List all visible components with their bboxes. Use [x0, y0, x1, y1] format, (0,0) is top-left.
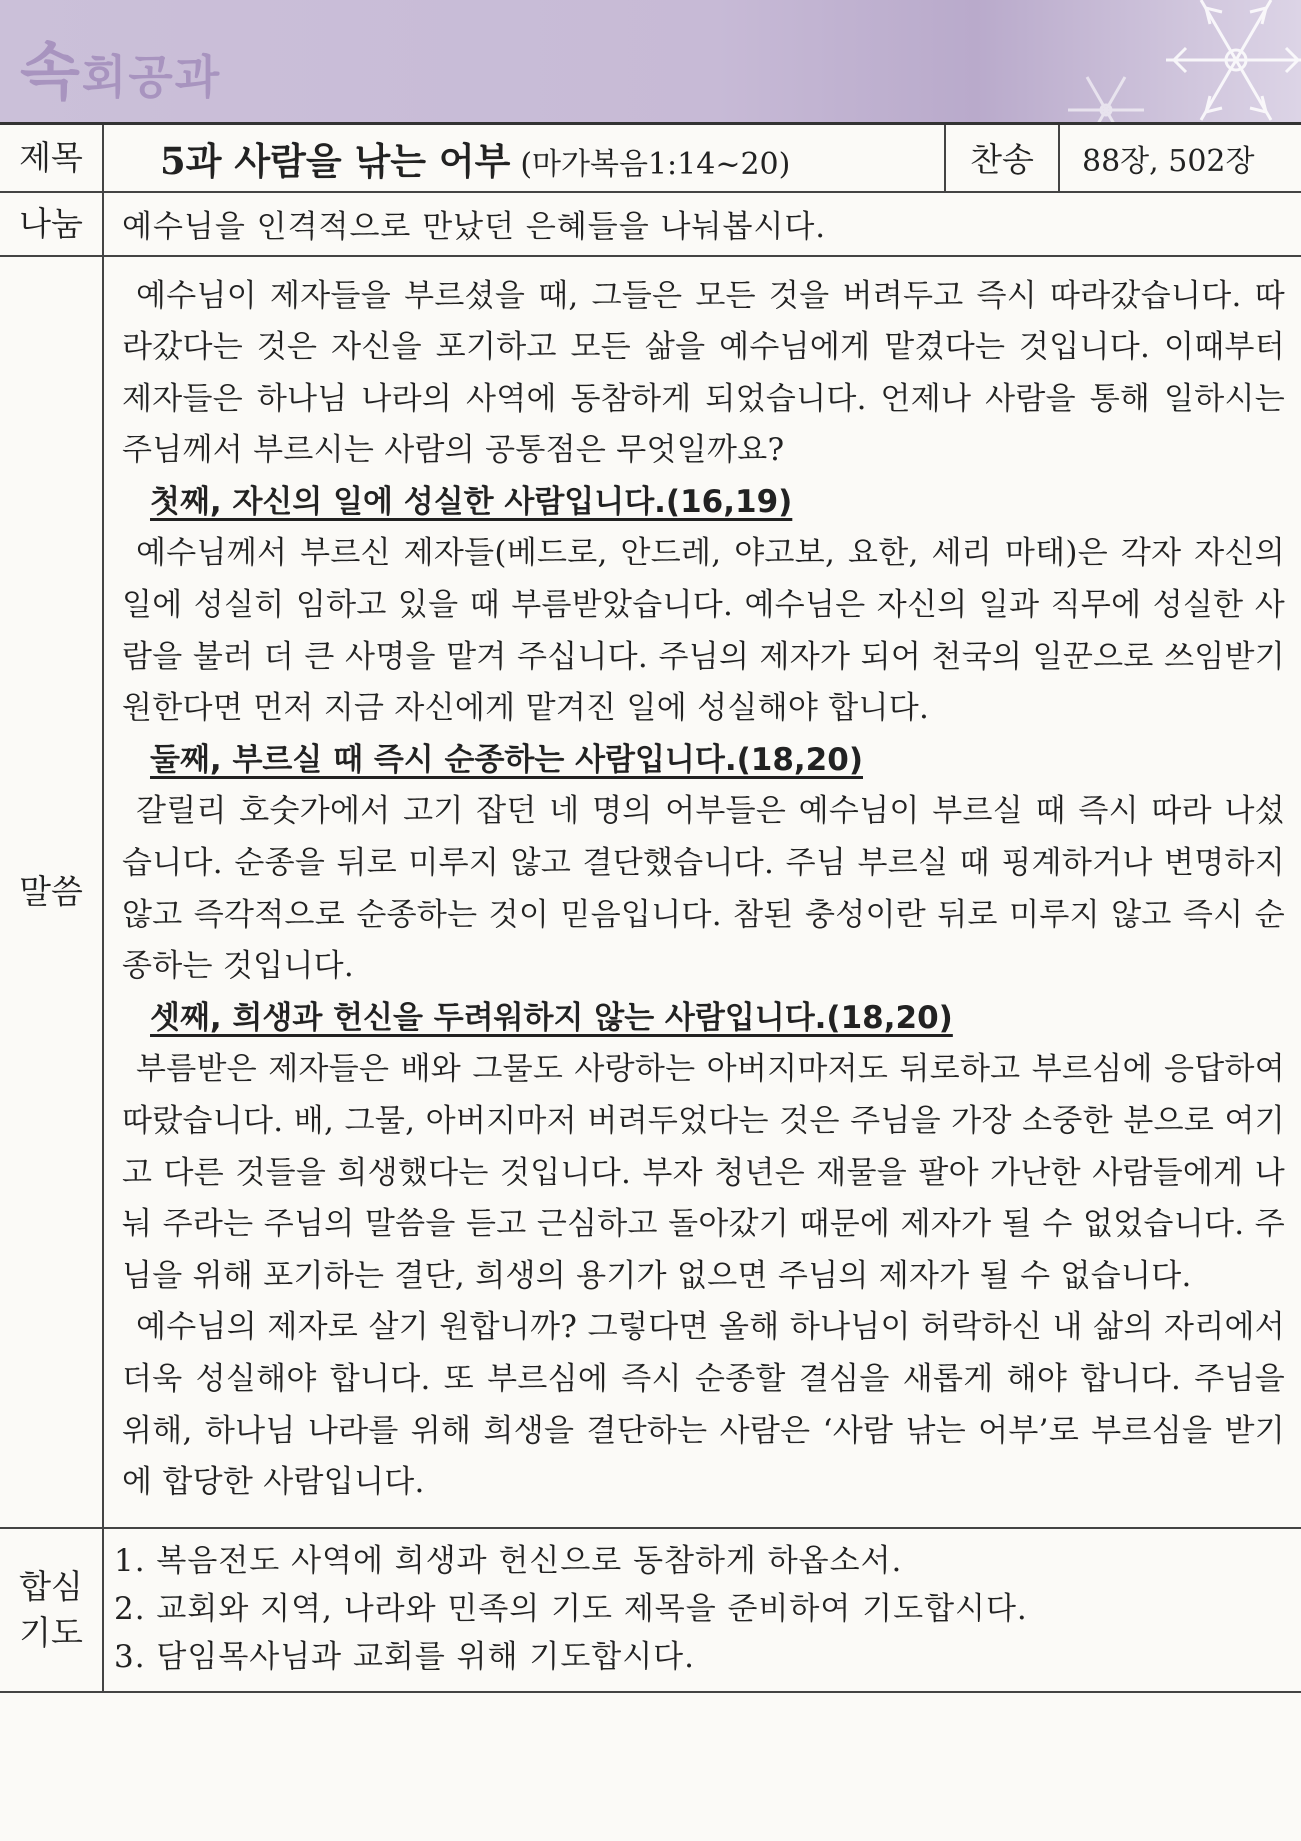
point3-heading: 셋째, 희생과 헌신을 두려워하지 않는 사람입니다.(18,20) — [150, 999, 953, 1036]
word-body — [103, 256, 1301, 1528]
prayer-list — [103, 1528, 1301, 1692]
prayer-label-line2: 기도 — [19, 1612, 83, 1652]
prayer-label — [0, 1528, 103, 1692]
word-label: 말씀 — [0, 256, 103, 1528]
page-header — [0, 0, 1301, 122]
prayer-item: 1. 복음전도 사역에 희생과 헌신으로 동참하게 하옵소서. — [114, 1542, 903, 1579]
prayer-item: 2. 교회와 지역, 나라와 민족의 기도 제목을 준비하여 기도합시다. — [114, 1590, 1028, 1627]
title-label: 제목 — [0, 124, 103, 192]
point2-paragraph: 갈릴리 호숫가에서 고기 잡던 네 명의 어부들은 예수님이 부르실 때 즉시 따라 나섰습니다. 순종을 뒤로 미루지 않고 결단했습니다. 주님 부르실 때 핑계하거나 변명하지 않고 즉각적으로 순종하는 것이 믿음입니다. 참된 충성이란 뒤로 미루지 않고 즉시 순종하는 것입니다. — [122, 793, 1285, 985]
point1-heading: 첫째, 자신의 일에 성실한 사람입니다.(16,19) — [150, 483, 793, 520]
brand-title-first: 속 — [20, 35, 82, 108]
brand-title-rest: 회공과 — [81, 50, 222, 104]
share-text: 예수님을 인격적으로 만났던 은혜들을 나눠봅시다. — [103, 192, 1301, 256]
word-row — [0, 256, 1301, 1528]
point2-heading: 둘째, 부르실 때 즉시 순종하는 사람입니다.(18,20) — [150, 741, 863, 778]
hymn-value: 88장, 502장 — [1059, 124, 1301, 192]
title-row — [0, 124, 1301, 192]
share-row — [0, 192, 1301, 256]
share-label: 나눔 — [0, 192, 103, 256]
point3-paragraph: 부름받은 제자들은 배와 그물도 사랑하는 아버지마저도 뒤로하고 부르심에 응답하여 따랐습니다. 배, 그물, 아버지마저 버려두었다는 것은 주님을 가장 소중한 분으로 여기고 다른 것들을 희생했다는 것입니다. 부자 청년은 재물을 팔아 가난한 사람들에게 나눠 주라는 주님의 말씀을 듣고 근심하고 돌아갔기 때문에 제자가 될 수 없었습니다. 주님을 위해 포기하는 결단, 희생의 용기가 없으면 주님의 제자가 될 수 없습니다. — [122, 1051, 1285, 1294]
prayer-row — [0, 1528, 1301, 1692]
point1-paragraph: 예수님께서 부르신 제자들(베드로, 안드레, 야고보, 요한, 세리 마태)은 각자 자신의 일에 성실히 임하고 있을 때 부름받았습니다. 예수님은 자신의 일과 직무에 성실한 사람을 불러 더 큰 사명을 맡겨 주십니다. 주님의 제자가 되어 천국의 일꾼으로 쓰임받기 원한다면 먼저 지금 자신에게 맡겨진 일에 성실해야 합니다. — [122, 535, 1285, 727]
brand-title — [20, 22, 221, 111]
hymn-label: 찬송 — [945, 124, 1059, 192]
title-cell — [103, 124, 945, 192]
conclusion-paragraph: 예수님의 제자로 살기 원합니까? 그렇다면 올해 하나님이 허락하신 내 삶의 자리에서 더욱 성실해야 합니다. 또 부르심에 즉시 순종할 결심을 새롭게 해야 합니다. 주님을 위해, 하나님 나라를 위해 희생을 결단하는 사람은 ‘사람 낚는 어부’로 부르심을 받기에 합당한 사람입니다. — [122, 1309, 1285, 1501]
scripture-reference: (마가복음1:14~20) — [520, 146, 791, 182]
prayer-label-line1: 합심 — [19, 1566, 83, 1606]
snowflake-decoration-icon — [1001, 0, 1301, 122]
intro-paragraph: 예수님이 제자들을 부르셨을 때, 그들은 모든 것을 버려두고 즉시 따라갔습니다. 따라갔다는 것은 자신을 포기하고 모든 삶을 예수님에게 맡겼다는 것입니다. 이때부터 제자들은 하나님 나라의 사역에 동참하게 되었습니다. 언제나 사람을 통해 일하시는 주님께서 부르시는 사람의 공통점은 무엇일까요? — [122, 277, 1285, 469]
prayer-item: 3. 담임목사님과 교회를 위해 기도합시다. — [114, 1638, 695, 1675]
lesson-title: 5과 사람을 낚는 어부 — [160, 138, 511, 183]
lesson-table — [0, 122, 1301, 1693]
